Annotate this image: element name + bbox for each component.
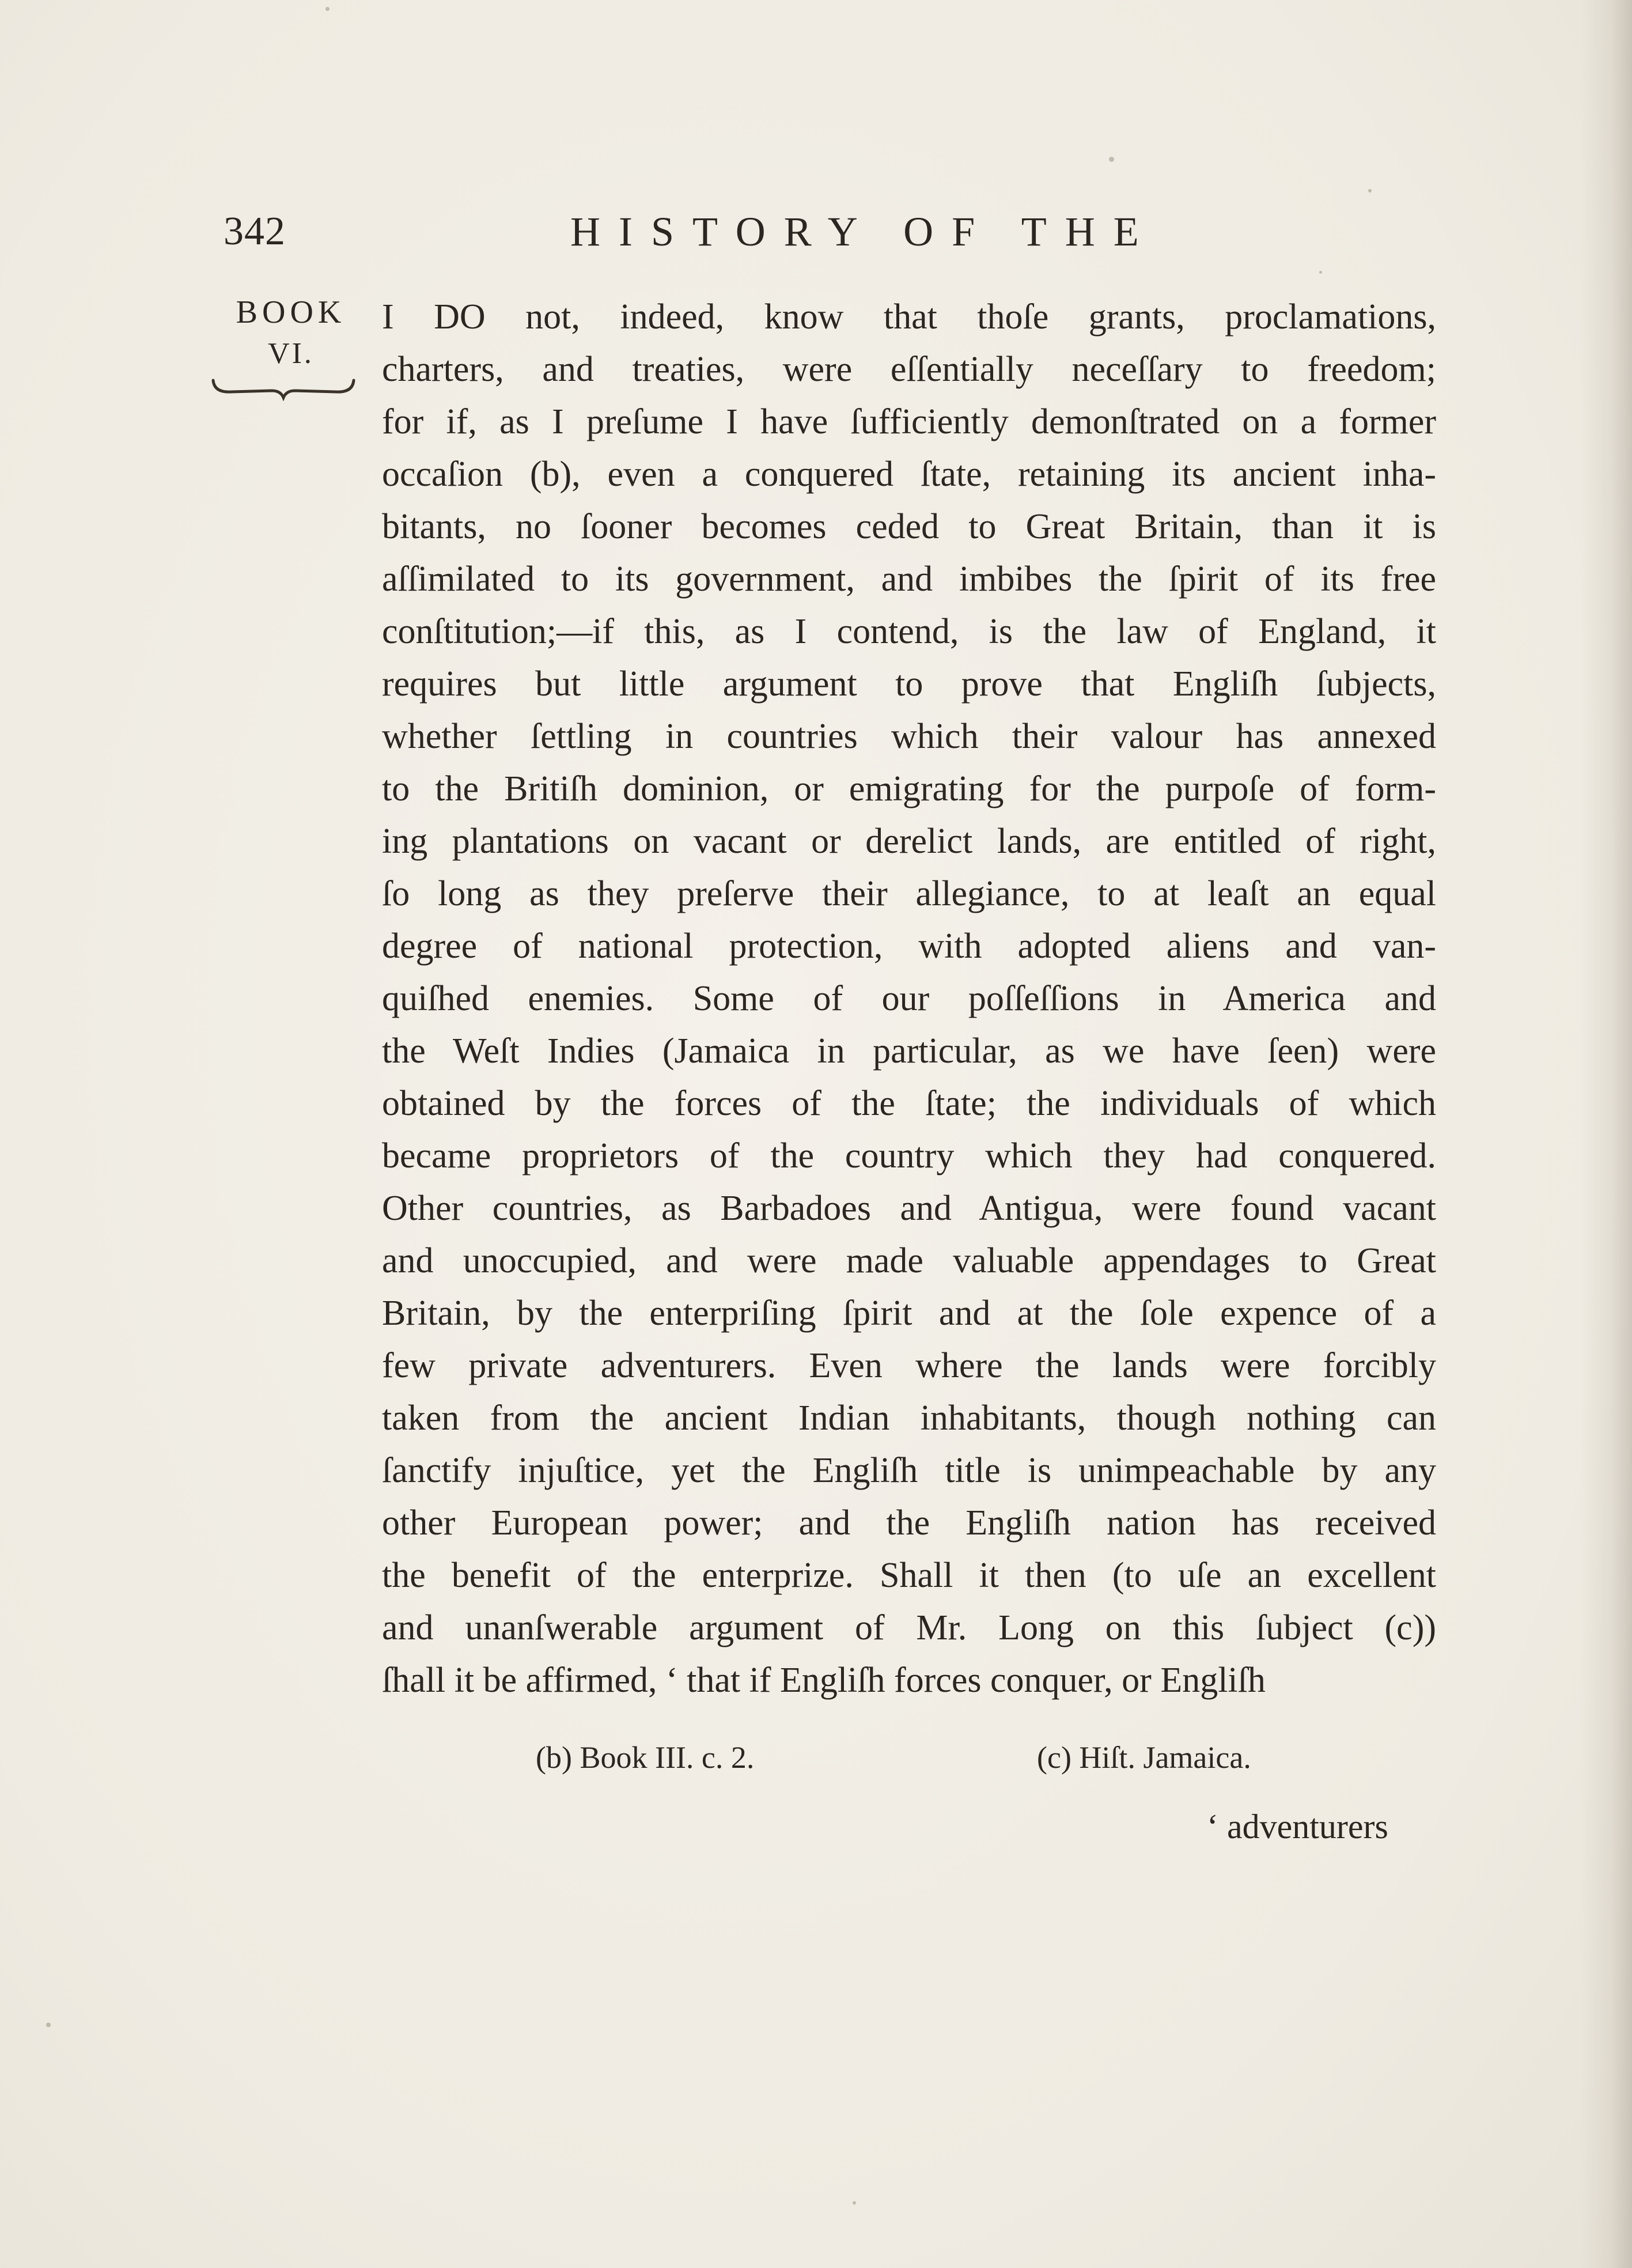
text-line: obtained by the forces of the ſtate; the individuals of which — [382, 1084, 1436, 1123]
text-line: taken from the ancient Indian inhabitants, though nothing can — [382, 1398, 1436, 1438]
footnotes — [0, 1737, 1632, 1783]
text-line: quiſhed enemies. Some of our poſſeſſions in America and — [382, 979, 1436, 1018]
running-title: HISTORY OF THE — [570, 209, 1157, 255]
footnote-c: (c) Hiſt. Jamaica. — [1037, 1740, 1251, 1775]
paper-speck — [325, 7, 330, 11]
text-line: few private adventurers. Even where the lands were forcibly — [382, 1346, 1436, 1385]
text-line: whether ſettling in countries which their valour has annexed — [382, 717, 1436, 756]
text-line: bitants, no ſooner becomes ceded to Great Britain, than it is — [382, 507, 1436, 546]
text-line: to the Britiſh dominion, or emigrating for the purpoſe of form- — [382, 769, 1436, 808]
body-text — [382, 291, 1436, 1707]
text-line: conſtitution;—if this, as I contend, is the law of England, it — [382, 612, 1436, 651]
text-line: Other countries, as Barbadoes and Antigua, were found vacant — [382, 1189, 1436, 1228]
gutter-shadow — [1580, 0, 1632, 2268]
text-line: became proprietors of the country which they had conquered. — [382, 1136, 1436, 1175]
paper-speck — [1368, 189, 1372, 192]
text-line: the benefit of the enterprize. Shall it then (to uſe an excellent — [382, 1556, 1436, 1595]
margin-brace-ornament — [209, 375, 358, 403]
paper-speck — [853, 2201, 856, 2205]
text-line: for if, as I preſume I have ſufficiently demonſtrated on a former — [382, 402, 1436, 441]
paper-speck — [1319, 271, 1322, 274]
text-line: charters, and treaties, were eſſentially neceſſary to freedom; — [382, 350, 1436, 389]
text-line: other European power; and the Engliſh nation has received — [382, 1503, 1436, 1543]
catchword: ‘ adventurers — [1207, 1808, 1388, 1846]
text-line: I DO not, indeed, know that thoſe grants, proclamations, — [382, 297, 1436, 337]
text-line: Britain, by the enterpriſing ſpirit and at the ſole expence of a — [382, 1294, 1436, 1333]
text-line: degree of national protection, with adopted aliens and van- — [382, 927, 1436, 966]
footnote-b: (b) Book III. c. 2. — [536, 1740, 755, 1775]
text-line: ing plantations on vacant or derelict lands, are entitled of right, — [382, 822, 1436, 861]
text-line: and unoccupied, and were made valuable appendages to Great — [382, 1241, 1436, 1280]
text-line: ſo long as they preſerve their allegiance, to at leaſt an equal — [382, 874, 1436, 913]
text-line: and unanſwerable argument of Mr. Long on this ſubject (c)) — [382, 1608, 1436, 1647]
paper-speck — [1109, 157, 1114, 162]
margin-book-number: VI. — [268, 337, 314, 370]
text-line: requires but little argument to prove that Engliſh ſubjects, — [382, 664, 1436, 704]
margin-book-label: BOOK — [236, 294, 346, 330]
text-line: ſanctify injuſtice, yet the Engliſh title is unimpeachable by any — [382, 1451, 1436, 1490]
paper-speck — [46, 2023, 51, 2027]
text-line: occaſion (b), even a conquered ſtate, retaining its ancient inha- — [382, 455, 1436, 494]
text-line: the Weſt Indies (Jamaica in particular, as we have ſeen) were — [382, 1031, 1436, 1071]
text-line: aſſimilated to its government, and imbibes the ſpirit of its free — [382, 560, 1436, 599]
page-number: 342 — [224, 209, 286, 254]
text-line: ſhall it be affirmed, ‘ that if Engliſh forces conquer, or Engliſh — [382, 1661, 1266, 1700]
